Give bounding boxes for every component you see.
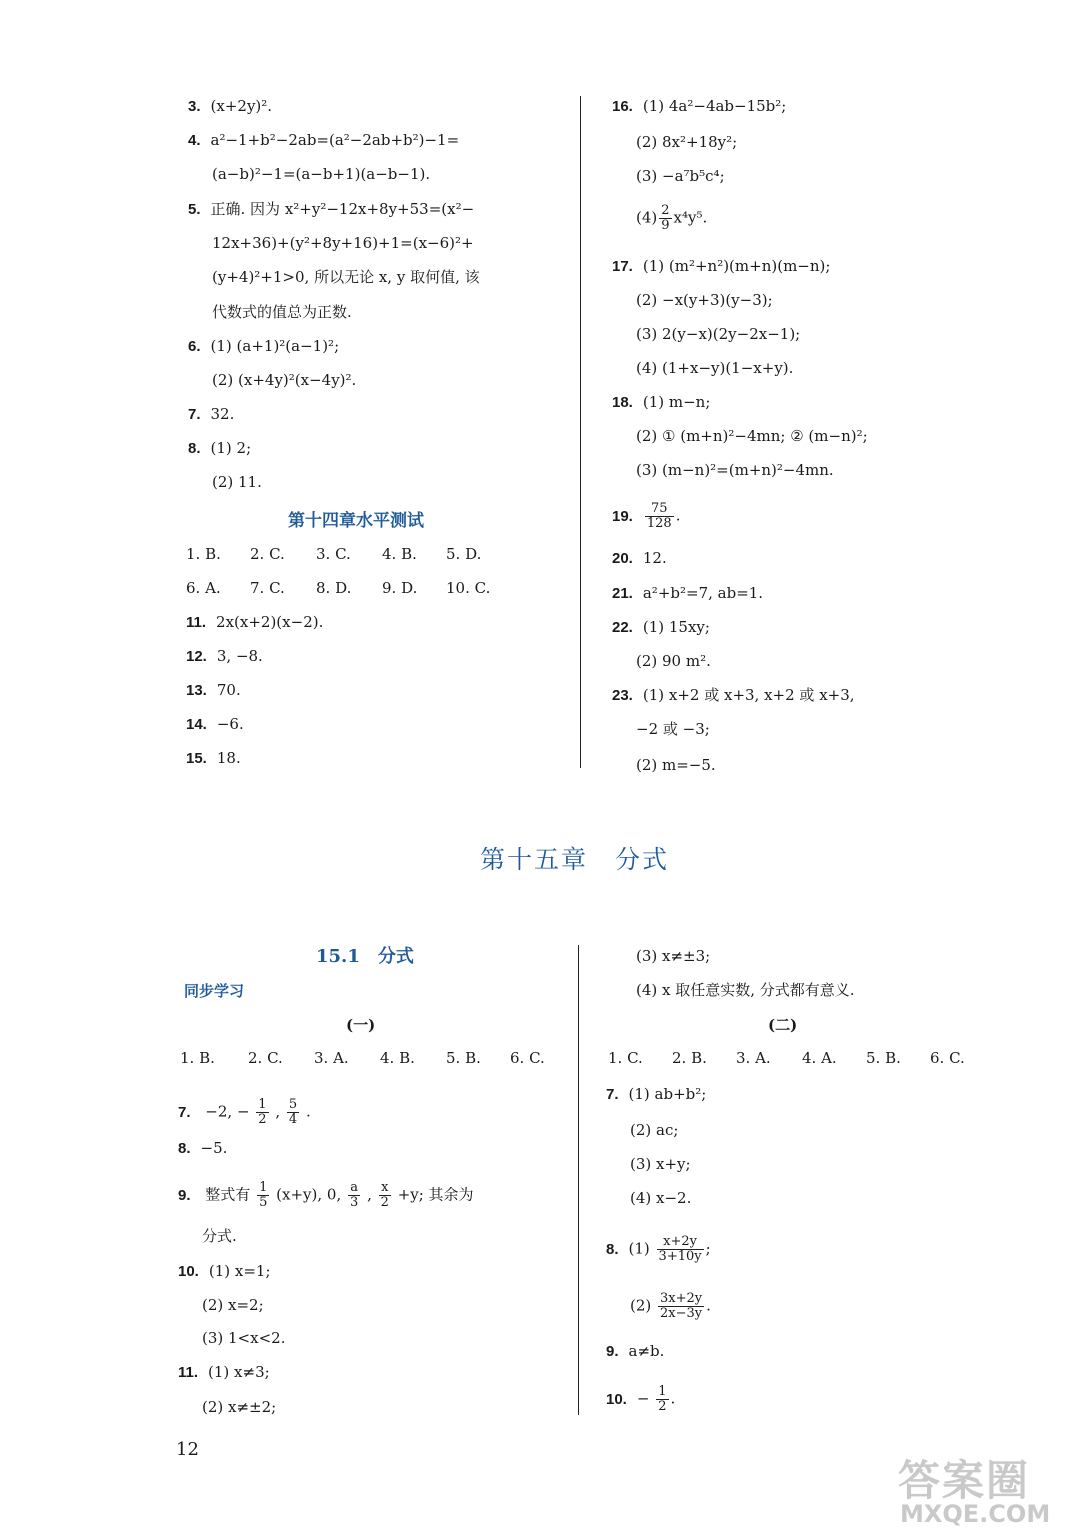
choice-answer: 2. C. [248, 1049, 283, 1067]
answer-line [188, 370, 356, 390]
answer-line [178, 1261, 271, 1282]
page-number: 12 [176, 1439, 199, 1460]
item-text: (2) ac; [630, 1121, 679, 1139]
item-text: (1) (a+1)²(a−1)²; [210, 337, 340, 355]
answer-line [186, 714, 244, 735]
part-two-label: (二) [768, 1016, 798, 1034]
item-number: 4. [188, 132, 201, 149]
answer-line [178, 1362, 270, 1383]
item-number: 20. [612, 550, 633, 567]
watermark-url: MXQE.COM [900, 1500, 1051, 1528]
choice-answer: 6. C. [510, 1049, 545, 1067]
q8a-line: 8. (1) $\frac{x+2y}{3+10y}$ ; [606, 1234, 711, 1264]
q7-pre: −2, − [205, 1102, 250, 1121]
item-number: 7. [606, 1086, 619, 1103]
answer-line [612, 980, 855, 1000]
choice-answer: 5. B. [866, 1049, 901, 1067]
item-text: −6. [216, 715, 244, 733]
answer-line [188, 130, 459, 151]
answer-line [606, 1084, 706, 1105]
choice-answer: 3. A. [736, 1049, 771, 1067]
choice-answer: 9. D. [382, 579, 418, 597]
item-text: (3) −a⁷b⁵c⁴; [636, 167, 725, 185]
answer-line [188, 336, 339, 357]
item-text: (2) −x(y+3)(y−3); [636, 291, 773, 309]
answer-line [188, 267, 480, 287]
choice-answer: 4. B. [382, 545, 417, 563]
item-text: (x+2y)². [210, 97, 273, 115]
item-text: 2x(x+2)(x−2). [216, 613, 324, 631]
item-text: (y+4)²+1>0, 所以无论 x, y 取何值, 该 [212, 268, 480, 286]
item-number: 11. [186, 614, 207, 631]
item-text: 18. [216, 749, 241, 767]
item-number: 6. [188, 338, 201, 355]
item-text: (3) x≠±3; [636, 947, 711, 965]
q9-part2-line: 9. a≠b. [606, 1342, 665, 1360]
item-number: 5. [188, 201, 201, 218]
answer-line [186, 680, 241, 701]
item-text: (4) [636, 208, 658, 227]
q9-fraction-3: $\frac{x}{2}$ [380, 1180, 389, 1210]
item-number: 16. [612, 98, 633, 115]
chapter-title: 第十五章 分式 [480, 845, 670, 874]
item-number: 23. [612, 687, 633, 704]
column-divider-top [580, 96, 581, 768]
item-text: 12. [642, 549, 667, 567]
item-text: 32. [210, 405, 235, 423]
choice-answer: 1. B. [180, 1049, 215, 1067]
answer-line [612, 685, 855, 706]
choice-answer: 4. B. [380, 1049, 415, 1067]
item-text: (2) m=−5. [636, 756, 716, 774]
answer-line [612, 290, 773, 310]
item-text: (1) 15xy; [642, 618, 710, 636]
part-one-label: (一) [346, 1016, 376, 1034]
item-number: 12. [186, 648, 207, 665]
choice-answer: 6. C. [930, 1049, 965, 1067]
item-number: 10. [178, 1263, 199, 1280]
q8-line: 8. −5. [178, 1139, 228, 1157]
q10-fraction: $\frac{1}{2}$ [658, 1384, 667, 1414]
item-number: 19. [612, 507, 633, 525]
q10-part2-line: 10. − $\frac{1}{2}$ . [606, 1384, 676, 1414]
item-text: (3) 2(y−x)(2y−2x−1); [636, 325, 801, 343]
answer-line [188, 404, 234, 425]
item-text: (1) x+2 或 x+3, x+2 或 x+3, [642, 686, 855, 704]
answer-line [606, 1188, 691, 1208]
item-text: (4) x 取任意实数, 分式都有意义. [636, 981, 855, 999]
answer-line [612, 358, 793, 378]
item-number: 21. [612, 585, 633, 602]
chapter14-test-title: 第十四章水平测试 [288, 511, 424, 531]
item-number: 7. [188, 406, 201, 423]
item-number: 15. [186, 750, 207, 767]
choice-answer: 7. C. [250, 579, 285, 597]
answer-line [612, 324, 800, 344]
item-text: 12x+36)+(y²+8y+16)+1=(x−6)²+ [212, 234, 474, 252]
q7-number: 7. [178, 1103, 191, 1121]
item-number: 18. [612, 394, 633, 411]
item-text: (1) x=1; [208, 1262, 271, 1280]
answer-line [612, 548, 667, 569]
q9-fraction-1: $\frac{1}{5}$ [259, 1180, 268, 1210]
item-text: (2) 90 m². [636, 652, 711, 670]
item-number: 14. [186, 716, 207, 733]
column-divider-bottom [578, 945, 579, 1415]
answer-line [188, 302, 352, 322]
fraction: $\frac{2}{9}$ [661, 203, 670, 233]
answer-line [612, 426, 868, 446]
choice-answer: 6. A. [186, 579, 221, 597]
answer-line [612, 946, 710, 966]
item-number: 22. [612, 619, 633, 636]
item-text: (3) 1<x<2. [202, 1329, 286, 1347]
item-text: 正确. 因为 x²+y²−12x+8y+53=(x²− [210, 200, 475, 218]
answer-line [188, 472, 262, 492]
answer-line [606, 1120, 678, 1140]
answer-line [612, 651, 711, 671]
choice-answer: 5. D. [446, 545, 482, 563]
answer-line [612, 132, 737, 152]
answer-line [178, 1397, 276, 1417]
item-text: (2) 11. [212, 473, 262, 491]
choice-answer: 3. C. [316, 545, 351, 563]
item-text: (1) ab+b²; [628, 1085, 707, 1103]
answer-line [612, 755, 716, 775]
answer-line [612, 719, 710, 739]
q7-fraction-1: $\frac{1}{2}$ [258, 1097, 267, 1127]
item-number: 3. [188, 98, 201, 115]
item-text: −2 或 −3; [636, 720, 710, 738]
choice-answer: 1. B. [186, 545, 221, 563]
answer-line [178, 1295, 264, 1315]
choice-answer: 3. A. [314, 1049, 349, 1067]
q7-line: 7. −2, − $\frac{1}{2}$ , $\frac{5}{4}$ . [178, 1097, 311, 1127]
answer-line [188, 438, 251, 459]
item-text: 70. [216, 681, 241, 699]
answer-line [188, 164, 430, 184]
q9-line: 9. 整式有 $\frac{1}{5}$ (x+y), 0, $\frac{a}{3}$ , $\frac{x}{2}$ +y; 其余为 [178, 1180, 474, 1210]
answer-line [186, 748, 241, 769]
q9-fraction-2: $\frac{a}{3}$ [350, 1180, 359, 1210]
watermark-logo: 答案圈 [898, 1456, 1031, 1505]
choice-answer: 4. A. [802, 1049, 837, 1067]
item-text: (1) 2; [210, 439, 252, 457]
fraction: $\frac{75}{128}$ [646, 501, 672, 531]
answer-line [612, 166, 725, 186]
choice-answer: 2. C. [250, 545, 285, 563]
choice-answer: 5. B. [446, 1049, 481, 1067]
answer-line [612, 460, 834, 480]
section-title: 15.1 分式 [316, 946, 414, 967]
answer-line [612, 583, 763, 604]
item-text: (2) ① (m+n)²−4mn; ② (m−n)²; [636, 427, 868, 445]
sync-study-label: 同步学习 [184, 982, 245, 1000]
item-text: (3) (m−n)²=(m+n)²−4mn. [636, 461, 834, 479]
answer-line [178, 1328, 285, 1348]
q9-line-2: 分式. [202, 1227, 237, 1245]
answer-line [612, 256, 830, 277]
item-text: (1) (m²+n²)(m+n)(m−n); [642, 257, 831, 275]
item-text: 代数式的值总为正数. [212, 303, 352, 321]
answer-line [612, 96, 786, 117]
q7-fraction-2: $\frac{5}{4}$ [288, 1097, 298, 1127]
q8a-fraction: $\frac{x+2y}{3+10y}$ [658, 1234, 702, 1264]
answer-line [186, 612, 323, 633]
answer-line [612, 392, 710, 413]
answer-line [186, 646, 263, 667]
item-text: (1) x≠3; [208, 1363, 270, 1381]
answer-line [188, 199, 474, 220]
choice-answer: 8. D. [316, 579, 352, 597]
q8b-line: (2) $\frac{3x+2y}{2x-3y}$ . [630, 1291, 711, 1321]
item-text: (1) m−n; [642, 393, 711, 411]
item-text: (4) x−2. [630, 1189, 692, 1207]
item-text: 3, −8. [216, 647, 263, 665]
item-text: (2) x≠±2; [202, 1398, 277, 1416]
q8b-fraction: $\frac{3x+2y}{2x-3y}$ [660, 1291, 703, 1321]
item-number: 17. [612, 258, 633, 275]
item-text: (a−b)²−1=(a−b+1)(a−b−1). [212, 165, 431, 183]
item-number: 11. [178, 1364, 199, 1381]
item-number: 13. [186, 682, 207, 699]
item-text: (2) (x+4y)²(x−4y)². [212, 371, 357, 389]
item-number: 8. [188, 440, 201, 457]
choice-answer: 2. B. [672, 1049, 707, 1067]
answer-line [612, 617, 710, 638]
choice-answer: 10. C. [446, 579, 491, 597]
choice-answer: 1. C. [608, 1049, 643, 1067]
answer-line: 19. $\frac{75}{128}$ . [612, 501, 681, 531]
answer-line [188, 233, 474, 253]
item-text: a²+b²=7, ab=1. [642, 584, 764, 602]
item-text: (2) x=2; [202, 1296, 264, 1314]
answer-line: (4) $\frac{2}{9}$ x⁴y⁵. [636, 203, 708, 233]
item-text: (3) x+y; [630, 1155, 691, 1173]
answer-line [606, 1154, 691, 1174]
item-text: a²−1+b²−2ab=(a²−2ab+b²)−1= [210, 131, 460, 149]
item-text: (2) 8x²+18y²; [636, 133, 738, 151]
item-text: (1) 4a²−4ab−15b²; [642, 97, 787, 115]
item-text: (4) (1+x−y)(1−x+y). [636, 359, 794, 377]
answer-line [188, 96, 272, 117]
